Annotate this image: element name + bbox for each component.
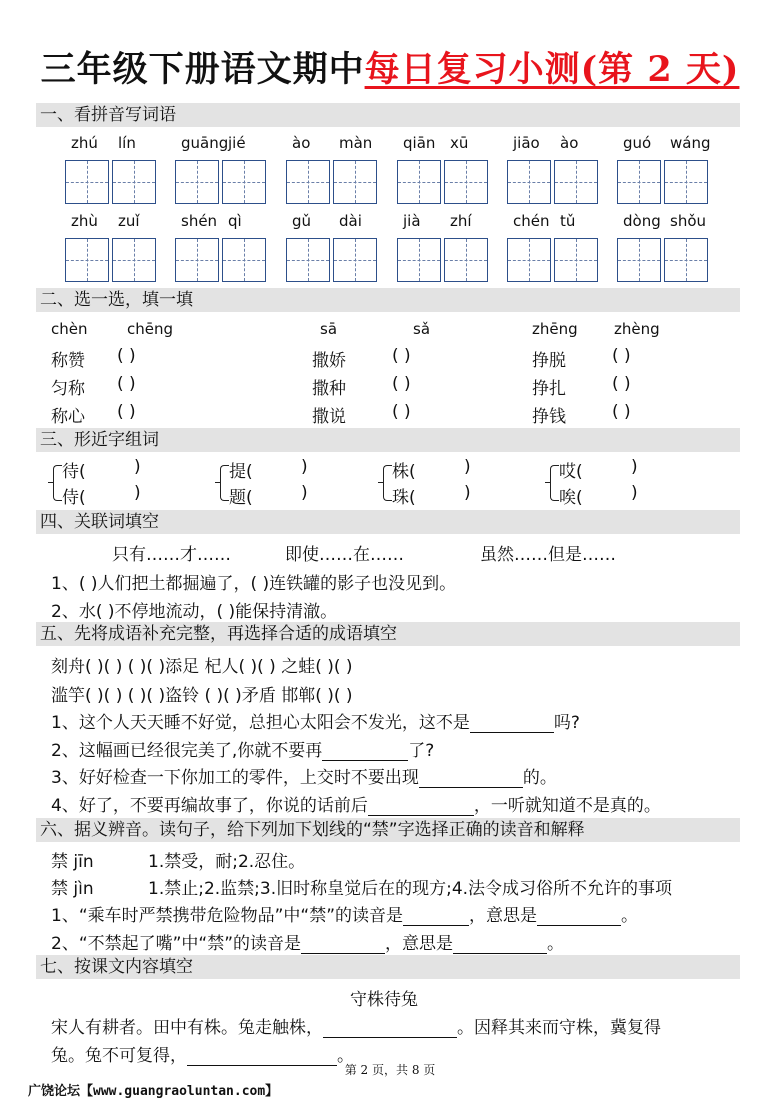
answer-blank[interactable]: ( ): [392, 374, 411, 394]
pinyin: jié: [228, 134, 246, 152]
word-label: 撒说: [312, 407, 346, 427]
brace-icon: [383, 465, 392, 501]
pinyin: zhù: [71, 212, 98, 230]
section-2-heading: 二、选一选，填一填: [36, 288, 740, 312]
brace-icon: [220, 465, 229, 501]
pinyin: dài: [339, 212, 362, 230]
pinyin: tǔ: [560, 212, 576, 230]
pinyin: wáng: [670, 134, 711, 152]
word-label: 挣扎: [532, 379, 566, 399]
answer-blank[interactable]: ( ): [392, 346, 411, 366]
pinyin: dòng: [623, 212, 661, 230]
pronunciation-label: 禁 jìn: [51, 879, 94, 899]
page-title: 三年级下册语文期中每日复习小测(第 2 天): [40, 49, 740, 90]
answer-blank[interactable]: ( ): [612, 402, 631, 422]
pinyin: guāng: [181, 134, 229, 152]
section-3-heading: 三、形近字组词: [36, 428, 740, 452]
question-text: 1、( )人们把土都掘遍了，( )连铁罐的影子也没见到。: [51, 574, 457, 594]
writing-grid-box[interactable]: [507, 160, 551, 204]
question-text: 1、这个人天天睡不好觉，总担心太阳会不发光，这不是 吗?: [51, 713, 580, 733]
answer-blank[interactable]: ): [134, 457, 141, 477]
writing-grid-box[interactable]: [333, 160, 377, 204]
pinyin: chén: [513, 212, 550, 230]
writing-grid-box[interactable]: [444, 238, 488, 282]
writing-grid-box[interactable]: [444, 160, 488, 204]
writing-grid-box[interactable]: [397, 160, 441, 204]
char-label: 侍(: [62, 488, 86, 508]
pinyin: zhèng: [614, 320, 660, 338]
section-4-heading: 四、关联词填空: [36, 510, 740, 534]
answer-blank[interactable]: ( ): [392, 402, 411, 422]
answer-blank[interactable]: ( ): [117, 346, 136, 366]
pinyin: qiān: [403, 134, 436, 152]
answer-blank[interactable]: ): [631, 457, 638, 477]
pinyin: zhēng: [532, 320, 578, 338]
writing-grid-box[interactable]: [333, 238, 377, 282]
writing-grid-box[interactable]: [112, 160, 156, 204]
char-label: 唉(: [559, 488, 583, 508]
question-text: 4、好了，不要再编故事了，你说的话前后 ，一听就知道不是真的。: [51, 796, 661, 816]
pinyin: màn: [339, 134, 373, 152]
section-5-heading: 五、先将成语补充完整，再选择合适的成语填空: [36, 622, 740, 646]
page-footer: 第 2 页，共 8 页: [344, 1063, 436, 1077]
pinyin: sā: [320, 320, 338, 338]
poem-title: 守株待兔: [350, 990, 418, 1010]
word-label: 匀称: [51, 379, 85, 399]
writing-grid-box[interactable]: [286, 238, 330, 282]
word-label: 称赞: [51, 351, 85, 371]
pinyin: chēng: [127, 320, 174, 338]
word-label: 撒娇: [312, 351, 346, 371]
char-label: 株(: [392, 462, 416, 482]
char-label: 珠(: [392, 488, 416, 508]
pinyin: zhí: [450, 212, 472, 230]
char-label: 题(: [229, 488, 253, 508]
question-text: 2、“不禁起了嘴”中“禁”的读音是 ，意思是 。: [51, 934, 565, 954]
writing-grid-box[interactable]: [664, 238, 708, 282]
question-text: 2、水( )不停地流动，( )能保持清澈。: [51, 602, 338, 622]
question-text: 2、这幅画已经很完美了,你就不要再 了?: [51, 741, 435, 761]
writing-grid-box[interactable]: [617, 238, 661, 282]
section-1-heading: 一、看拼音写词语: [36, 103, 740, 127]
answer-blank[interactable]: ): [301, 457, 308, 477]
answer-blank[interactable]: ( ): [117, 402, 136, 422]
pinyin: guó: [623, 134, 652, 152]
pinyin: xū: [450, 134, 469, 152]
writing-grid-box[interactable]: [554, 238, 598, 282]
brace-icon: [550, 465, 559, 501]
pinyin: jià: [403, 212, 421, 230]
pinyin: chèn: [51, 320, 88, 338]
site-label: 广饶论坛【www.guangraoluntan.com】: [28, 1084, 279, 1099]
pinyin: jiāo: [513, 134, 540, 152]
conjunction-option: 虽然……但是……: [480, 545, 616, 565]
pinyin: shǒu: [670, 212, 707, 230]
pinyin: gǔ: [292, 212, 312, 230]
answer-blank[interactable]: ( ): [612, 374, 631, 394]
pinyin: zhú: [71, 134, 98, 152]
pinyin: qì: [228, 212, 242, 230]
word-label: 挣钱: [532, 407, 566, 427]
passage-line: 宋人有耕者。田中有株。兔走触株， 。因释其来而守株，冀复得: [51, 1018, 661, 1038]
writing-grid-box[interactable]: [286, 160, 330, 204]
passage-line: 兔。兔不可复得， 。: [51, 1046, 354, 1066]
section-6-heading: 六、据义辨音。读句子，给下列加下划线的“禁”字选择正确的读音和解释: [36, 818, 740, 842]
writing-grid-box[interactable]: [507, 238, 551, 282]
writing-grid-box[interactable]: [175, 160, 219, 204]
pinyin: ào: [560, 134, 579, 152]
word-label: 称心: [51, 407, 85, 427]
writing-grid-box[interactable]: [222, 160, 266, 204]
pinyin: sǎ: [413, 320, 431, 338]
conjunction-option: 即使……在……: [285, 545, 404, 565]
answer-blank[interactable]: ( ): [117, 374, 136, 394]
idiom-line: 刻舟( )( ) ( )( )添足 杞人( )( ) 之蛙( )( ): [51, 657, 353, 677]
pinyin: ào: [292, 134, 311, 152]
writing-grid-box[interactable]: [65, 238, 109, 282]
writing-grid-box[interactable]: [617, 160, 661, 204]
pronunciation-label: 禁 jīn: [51, 852, 94, 872]
meaning-text: 1.禁受，耐;2.忍住。: [148, 852, 306, 872]
pinyin: shén: [181, 212, 218, 230]
word-label: 撒种: [312, 379, 346, 399]
word-label: 挣脱: [532, 351, 566, 371]
answer-blank[interactable]: ): [464, 457, 471, 477]
writing-grid-box[interactable]: [664, 160, 708, 204]
pinyin: lín: [118, 134, 136, 152]
meaning-text: 1.禁止;2.监禁;3.旧时称皇觉后在的现方;4.法令成习俗所不允许的事项: [148, 879, 673, 899]
answer-blank[interactable]: ): [301, 483, 308, 503]
char-label: 待(: [62, 462, 86, 482]
conjunction-option: 只有……才……: [112, 545, 231, 565]
answer-blank[interactable]: ( ): [612, 346, 631, 366]
writing-grid-box[interactable]: [397, 238, 441, 282]
writing-grid-box[interactable]: [65, 160, 109, 204]
writing-grid-box[interactable]: [222, 238, 266, 282]
answer-blank[interactable]: ): [631, 483, 638, 503]
section-7-heading: 七、按课文内容填空: [36, 955, 740, 979]
answer-blank[interactable]: ): [464, 483, 471, 503]
question-text: 1、“乘车时严禁携带危险物品”中“禁”的读音是 ，意思是 。: [51, 906, 639, 926]
question-text: 3、好好检查一下你加工的零件，上交时不要出现 的。: [51, 768, 557, 788]
char-label: 提(: [229, 462, 253, 482]
char-label: 哎(: [559, 462, 583, 482]
brace-icon: [53, 465, 62, 501]
answer-blank[interactable]: ): [134, 483, 141, 503]
writing-grid-box[interactable]: [175, 238, 219, 282]
writing-grid-box[interactable]: [554, 160, 598, 204]
writing-grid-box[interactable]: [112, 238, 156, 282]
idiom-line: 滥竽( )( ) ( )( )盗铃 ( )( )矛盾 邯郸( )( ): [51, 686, 353, 706]
pinyin: zuǐ: [118, 212, 140, 230]
